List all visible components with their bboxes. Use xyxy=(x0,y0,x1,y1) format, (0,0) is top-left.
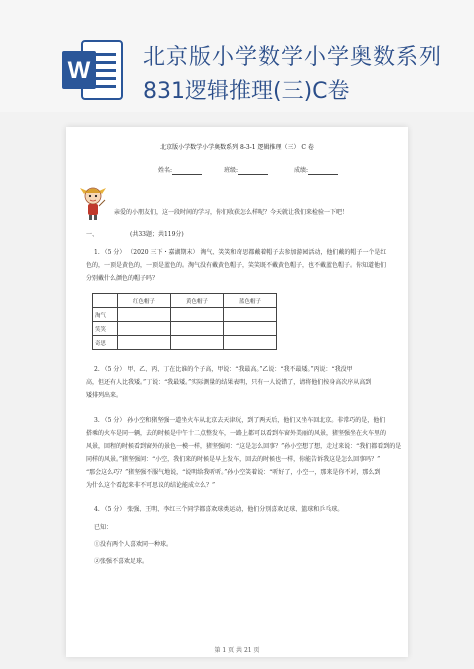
score-label: 成绩: xyxy=(294,167,309,174)
question-1-line: 1. （5 分） （2020 三下・嘉湖期末） 淘气、笑笑和奇思都戴着帽子去参加游园活动，他们戴的帽子一个是红 xyxy=(94,249,387,256)
table-cell xyxy=(118,322,171,336)
greeting-text: 亲爱的小朋友们，这一段时间的学习，你们收获怎么样呢？今天就让我们来检验一下吧！ xyxy=(114,209,349,216)
table-header-cell xyxy=(93,294,118,308)
page-number: 第 1 页 共 21 页 xyxy=(214,647,260,654)
word-document-icon xyxy=(62,37,124,103)
condition-1: ①没有两个人喜欢同一种球。 xyxy=(94,541,173,548)
answer-table xyxy=(92,293,277,350)
name-field xyxy=(158,166,202,175)
table-cell xyxy=(224,322,277,336)
table-header-cell: 黄色帽子 xyxy=(171,294,224,308)
header xyxy=(0,0,474,112)
table-row-label: 淘气 xyxy=(93,308,118,322)
question-2-line: 高，但还有人比我矮。”丁说：“我最矮。”实际测量的结果表明，只有一人说错了，请将他们按身高次序从高到 xyxy=(86,379,372,386)
table-cell xyxy=(224,336,277,350)
table-cell xyxy=(171,308,224,322)
score-blank xyxy=(308,168,338,175)
section-count: (共33题；共119分) xyxy=(130,231,184,238)
table-cell xyxy=(118,308,171,322)
question-3-line: 同样的风景。”猪坚强问：“小空，我们来的时候是早上发车，回去的时候也一样，你能告诉我这是怎么回事吗？” xyxy=(86,456,381,463)
class-blank xyxy=(238,168,268,175)
section-number: 一、 xyxy=(86,231,99,238)
table-header-cell: 蓝色帽子 xyxy=(224,294,277,308)
svg-text:W: W xyxy=(67,57,91,84)
table-row xyxy=(93,308,277,322)
table-header-cell: 红色帽子 xyxy=(118,294,171,308)
doc-title: 北京版小学数学小学奥数系列 8-3-1 逻辑推理（三） C 卷 xyxy=(160,144,314,151)
score-field xyxy=(294,166,338,175)
name-label: 姓名: xyxy=(158,167,173,174)
known-label: 已知： xyxy=(94,524,113,531)
question-4-text: 4. （5 分） 张强、王明、李红三个同学都喜欢球类运动，他们分别喜欢足球、篮球和乒乓球。 xyxy=(94,506,344,513)
table-cell xyxy=(171,322,224,336)
question-1-line: 分别戴什么颜色的帽子吗？ xyxy=(86,275,159,282)
page-title: 北京版小学数学小学奥数系列 xyxy=(143,45,443,70)
document-page xyxy=(66,127,408,657)
table-row-label: 笑笑 xyxy=(93,322,118,336)
table-row xyxy=(93,336,277,350)
question-2-line: 2. （5 分） 甲、乙、丙、丁在比谁的个子高，甲说：“我最高。”乙说：“我不最矮。”丙说：“我没甲 xyxy=(94,366,353,373)
table-row xyxy=(93,322,277,336)
table-header-row xyxy=(93,294,277,308)
name-blank xyxy=(172,168,202,175)
question-1-line: 色的，一顶是黄色的，一顶是蓝色的。淘气没有戴黄色帽子，笑笑既不戴黄色帽子，也不戴蓝色帽子。你知道他们 xyxy=(86,262,387,269)
question-3-line: 为什么这个看起来非不可思议的结论能成立么？” xyxy=(86,482,216,489)
mascot-icon xyxy=(78,182,108,222)
table-cell xyxy=(118,336,171,350)
question-3-line: 搭乘的火车是同一辆，去的时候是中午十二点整发车，一路上都可以看到车窗外美丽的风景，猪坚强坐在火车里的 xyxy=(86,430,387,437)
table-cell xyxy=(224,308,277,322)
question-3-line: 风景，回程的时候看到窗外的景色一模一样，猪坚强问：“这是怎么回事？”孙小空想了想，走过来说：“我们都看到的是 xyxy=(86,443,402,450)
table-cell xyxy=(171,336,224,350)
condition-2: ②张强不喜欢足球。 xyxy=(94,558,149,565)
question-3-line: “那会这么巧？”猪坚强不服气地说，“说明给我听听。”孙小空笑着说：“听好了，小空一，那来是你不对，那么到 xyxy=(86,469,381,476)
question-3-line: 3. （5 分） 孙小空和猪坚强一道坐火车从北京去天津玩，到了两天后，他们又坐车回北京。非常巧的是，他们 xyxy=(94,417,386,424)
table-row-label: 奇思 xyxy=(93,336,118,350)
class-field xyxy=(224,166,268,175)
question-2-line: 矮排列出来。 xyxy=(86,392,123,399)
class-label: 班级: xyxy=(224,167,239,174)
page-subtitle: 831逻辑推理(三)C卷 xyxy=(143,79,350,104)
